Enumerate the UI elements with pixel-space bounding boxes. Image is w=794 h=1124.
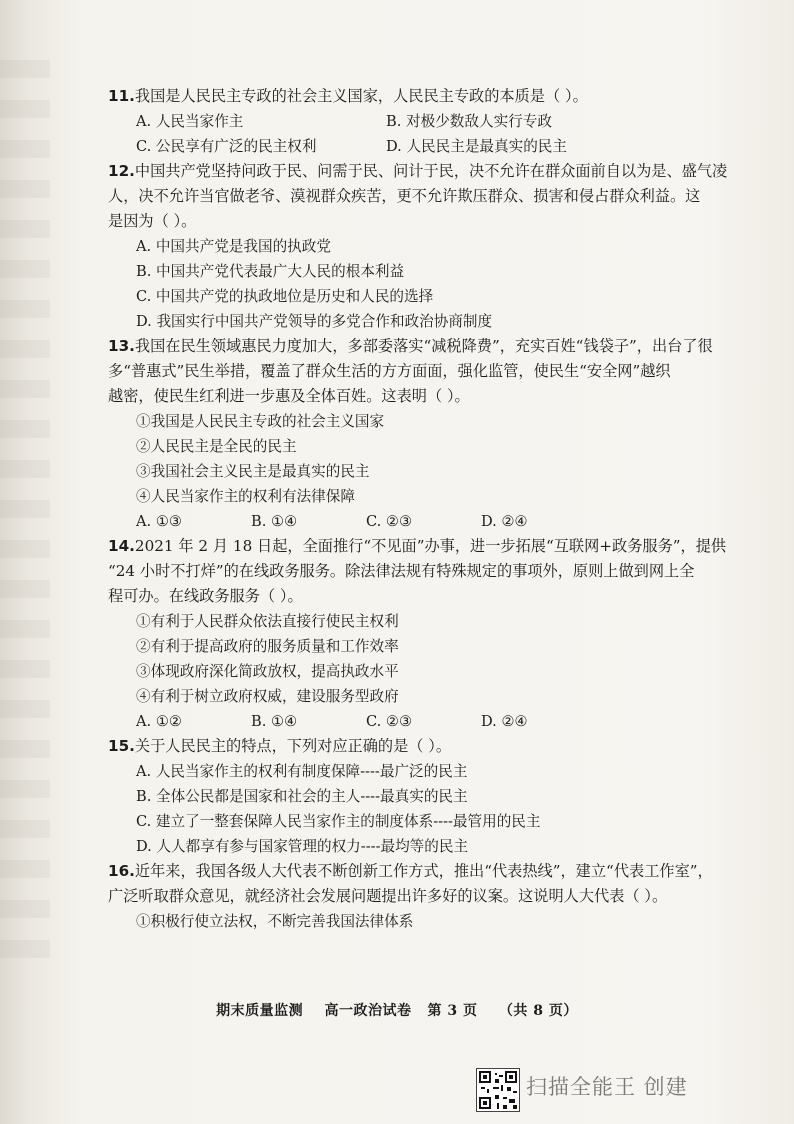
statement-2: ②有利于提高政府的服务质量和工作效率 xyxy=(136,638,399,655)
option-c: C. 中国共产党的执政地位是历史和人民的选择 xyxy=(136,288,434,305)
option-a: A. 人民当家作主 xyxy=(136,113,244,130)
option-c: C. 建立了一整套保障人民当家作主的制度体系----最管用的民主 xyxy=(136,813,541,830)
statement-1: ①我国是人民民主专政的社会主义国家 xyxy=(136,413,385,430)
question-12 xyxy=(108,159,728,334)
question-14 xyxy=(108,534,728,734)
option-d: D. ②④ xyxy=(481,513,528,530)
option-d: D. 人人都享有参与国家管理的权力----最均等的民主 xyxy=(136,838,469,855)
options xyxy=(108,509,728,534)
question-stem-line: 中国共产党坚持问政于民、问需于民、问计于民，决不允许在群众面前自以为是、盛气凌 xyxy=(134,162,728,180)
subject-name: 高一政治试卷 xyxy=(324,1003,412,1019)
option-c: C. ②③ xyxy=(366,713,413,730)
option-d: D. ②④ xyxy=(481,713,528,730)
statement-3: ③体现政府深化简政放权，提高执政水平 xyxy=(136,663,399,680)
options xyxy=(108,709,728,734)
options xyxy=(108,109,728,159)
statement-4: ④人民当家作主的权利有法律保障 xyxy=(136,488,355,505)
question-stem-line: 我国在民生领域惠民力度加大，多部委落实“减税降费”，充实百姓“钱袋子”，出台了很 xyxy=(134,337,713,355)
scanner-watermark: 扫描全能王 创建 xyxy=(526,1075,688,1099)
statement-2: ②人民民主是全民的民主 xyxy=(136,438,297,455)
question-13 xyxy=(108,334,728,534)
exam-content xyxy=(108,84,728,934)
page-footer xyxy=(0,1000,794,1020)
option-c: C. 公民享有广泛的民主权利 xyxy=(136,138,317,155)
question-number: 11. xyxy=(108,87,135,105)
question-stem-line: 2021 年 2 月 18 日起，全面推行“不见面”办事，进一步拓展“互联网+政务服务”，提供 xyxy=(134,537,727,555)
question-number: 15. xyxy=(108,737,135,755)
exam-name: 期末质量监测 xyxy=(216,1003,304,1019)
option-b: B. 对极少数敌人实行专政 xyxy=(386,113,552,130)
question-number: 13. xyxy=(108,337,135,355)
statement-1: ①积极行使立法权，不断完善我国法律体系 xyxy=(136,913,414,930)
option-b: B. ①④ xyxy=(251,713,298,730)
option-b: B. ①④ xyxy=(251,513,298,530)
option-c: C. ②③ xyxy=(366,513,413,530)
question-stem-line: 多“普惠式”民生举措，覆盖了群众生活的方方面面，强化监管，使民生“安全网”越织 xyxy=(108,362,671,380)
question-stem-line: 是因为（ ）。 xyxy=(108,212,197,230)
statement-3: ③我国社会主义民主是最真实的民主 xyxy=(136,463,370,480)
page-number: 第 3 页 xyxy=(427,1003,478,1019)
question-16 xyxy=(108,859,728,934)
option-a: A. ①③ xyxy=(136,513,182,530)
question-number: 12. xyxy=(108,162,135,180)
question-stem-line: 广泛听取群众意见，就经济社会发展问题提出许多好的议案。这说明人大代表（ ）。 xyxy=(108,887,668,905)
statement-4: ④有利于树立政府权威，建设服务型政府 xyxy=(136,688,399,705)
question-stem-line: 近年来，我国各级人大代表不断创新工作方式，推出“代表热线”，建立“代表工作室”， xyxy=(134,862,713,880)
question-stem: 关于人民民主的特点，下列对应正确的是（ ）。 xyxy=(134,737,452,755)
option-b: B. 中国共产党代表最广大人民的根本利益 xyxy=(136,263,405,280)
page-total: （共 8 页） xyxy=(498,1003,578,1019)
option-a: A. ①② xyxy=(136,713,182,730)
option-a: A. 人民当家作主的权利有制度保障----最广泛的民主 xyxy=(136,763,468,780)
binding-margin xyxy=(0,60,50,960)
question-stem-line: 人，决不允许当官做老爷、漠视群众疾苦，更不允许欺压群众、损害和侵占群众利益。这 xyxy=(108,187,701,205)
option-a: A. 中国共产党是我国的执政党 xyxy=(136,238,331,255)
statement-1: ①有利于人民群众依法直接行使民主权利 xyxy=(136,613,399,630)
qr-code-icon xyxy=(476,1068,520,1112)
question-15 xyxy=(108,734,728,859)
question-11 xyxy=(108,84,728,159)
option-d: D. 我国实行中国共产党领导的多党合作和政治协商制度 xyxy=(136,313,493,330)
question-number: 14. xyxy=(108,537,135,555)
question-stem-line: 越密，使民生红利进一步惠及全体百姓。这表明（ ）。 xyxy=(108,387,470,405)
option-b: B. 全体公民都是国家和社会的主人----最真实的民主 xyxy=(136,788,468,805)
question-stem-line: “24 小时不打烊”的在线政务服务。除法律法规有特殊规定的事项外，原则上做到网上全 xyxy=(108,562,695,580)
question-number: 16. xyxy=(108,862,135,880)
option-d: D. 人民民主是最真实的民主 xyxy=(386,138,567,155)
question-stem-line: 程可办。在线政务服务（ ）。 xyxy=(108,587,303,605)
question-stem: 我国是人民民主专政的社会主义国家，人民民主专政的本质是（ ）。 xyxy=(134,87,588,105)
